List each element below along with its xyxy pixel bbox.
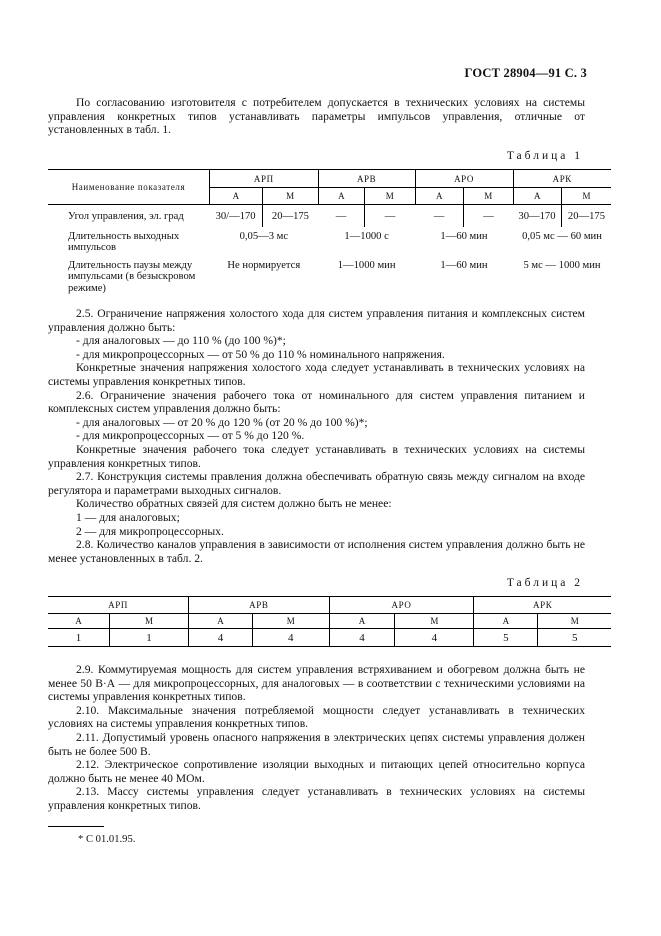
paragraph: 2.10. Максимальные значения потребляемой мощности следует устанавливать в технических условиях на системы управления конкретных типов. [48,703,585,731]
cell: 4 [329,629,395,647]
table2-sub-header: М [109,614,188,629]
table2-sub-header: М [395,614,474,629]
table1-sub-header: М [364,188,415,205]
paragraph: Конкретные значения рабочего тока следует устанавливать в технических условиях на системы управления конкретных типов. [48,442,585,470]
paragraph: 2 — для микропроцессорных. [76,524,224,538]
row-name: Длительность выходных импульсов [68,230,180,254]
cell: 0,05 мс — 60 мин [522,230,602,242]
sections-2-5-2-8 [48,307,585,565]
table2-group-header: АРВ [189,597,330,614]
table2-group-header: АРК [474,597,611,614]
paragraph: 1 — для аналоговых; [76,510,180,524]
table-row [48,227,611,257]
cell: 1—60 мин [440,259,488,271]
cell: 1—1000 мин [337,259,396,271]
paragraph: Количество обратных связей для систем должно быть не менее: [76,497,392,511]
table1-group-header: АРО [415,170,513,188]
table2-caption: Таблица 2 [506,577,583,589]
paragraph: - для аналоговых — от 20 % до 120 % (от 20 % до 100 %)*; [76,415,368,429]
cell: 1 [109,629,188,647]
table-2 [48,596,611,647]
table1-sub-header: А [318,188,364,205]
cell: 4 [252,629,329,647]
cell: 20—175 [561,205,611,227]
table1-group-header: АРП [209,170,318,188]
table1-sub-header: А [209,188,262,205]
table2-sub-header: А [474,614,538,629]
paragraph: По согласованию изготовителя с потребителем допускается в технических условиях на системы управления конкретных типов устанавливать параметры импульсов управления, отличные от установленных в табл. 1. [48,96,585,137]
table2-group-header: АРО [329,597,474,614]
table-row [48,257,611,301]
table1-sub-header: А [415,188,463,205]
paragraph: - для микропроцессорных — от 50 % до 110 % номинального напряжения. [76,347,445,361]
cell: 1—60 мин [440,230,488,242]
cell: 20—175 [262,205,318,227]
table2-group-header: АРП [48,597,189,614]
cell: 5 мс — 1000 мин [523,259,601,271]
page-header: ГОСТ 28904—91 С. 3 [464,66,587,80]
row-name: Угол управления, эл. град [68,211,184,222]
table1-sub-header: М [561,188,611,205]
paragraph: 2.9. Коммутируемая мощность для систем управления встряхиванием и обогревом должна быть не менее 50 В·А — для микропроцессорных, для аналоговых — в соответствии с техническими условиями на системы управления конкретных типов. [48,663,585,704]
table2-sub-header: М [252,614,329,629]
cell: — [335,211,347,222]
table1-sub-header: М [463,188,513,205]
paragraph: 2.5. Ограничение напряжения холостого хода для систем управления питания и комплексных систем управления должно быть: [48,307,585,334]
table1-caption: Таблица 1 [506,150,583,162]
table2-sub-header: А [189,614,253,629]
paragraph: Конкретные значения напряжения холостого хода следует устанавливать в технических условиях на системы управления конкретных типов. [48,361,585,388]
cell: 4 [395,629,474,647]
paragraph: 2.11. Допустимый уровень опасного напряжения в электрических цепях системы управления должен быть не более 500 В. [48,730,585,758]
paragraph: 2.7. Конструкция системы правления должна обеспечивать обратную связь между сигналом на входе регулятора и параметрами выходных сигналов. [48,470,585,497]
cell: Не нормируется [227,259,301,271]
cell: — [433,211,445,222]
table1-group-header: АРВ [318,170,415,188]
cell: 30/—170 [215,211,256,222]
footnote-divider [48,826,104,827]
row-name: Длительность паузы между импульсами (в безыскровом режиме) [68,259,196,295]
cell: 5 [538,629,611,647]
cell: — [463,205,513,227]
footnote: * С 01.01.95. [78,834,136,845]
table1-sub-header: М [262,188,318,205]
table2-sub-header: М [538,614,611,629]
table1-sub-header: А [513,188,561,205]
paragraph: 2.12. Электрическое сопротивление изоляции выходных и питающих цепей относительно корпуса должно быть не менее 40 МОм. [48,758,585,785]
paragraph: 2.6. Ограничение значения рабочего тока от номинального для систем управления питанием и комплексных систем управления должно быть: [48,388,585,416]
sections-2-9-2-13 [48,663,585,813]
cell: 5 [474,629,538,647]
paragraph: 2.13. Массу системы управления следует устанавливать в технических условиях на системы управления конкретных типов. [48,785,585,812]
table1-group-header: АРК [513,170,611,188]
cell: 1—1000 с [344,230,389,242]
cell: 4 [189,629,253,647]
cell: 30—170 [518,211,556,222]
table2-sub-header: А [48,614,109,629]
intro-paragraph [48,96,585,137]
table1-name-header: Наименование показателя [48,170,209,205]
cell: 0,05—3 мс [239,230,289,242]
paragraph: - для аналоговых — до 110 % (до 100 %)*; [76,334,286,348]
table-row [48,629,611,647]
table-1 [48,169,611,301]
paragraph: - для микропроцессорных — от 5 % до 120 %. [76,429,305,443]
table2-sub-header: А [329,614,395,629]
table-row [48,205,611,227]
cell: 1 [48,629,109,647]
cell: — [364,205,415,227]
paragraph: 2.8. Количество каналов управления в зависимости от исполнения систем управления должно быть не менее установленных в табл. 2. [48,538,585,565]
